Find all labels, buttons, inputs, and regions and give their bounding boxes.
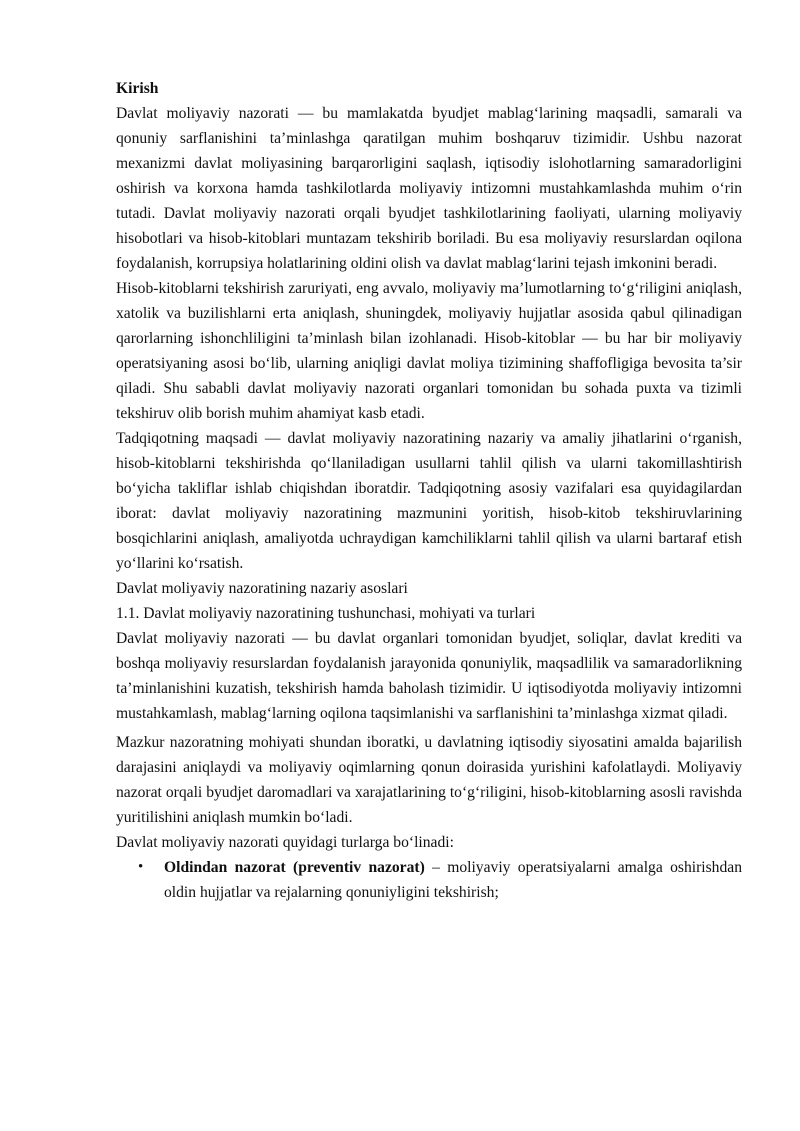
section-title: 1.1. Davlat moliyaviy nazoratining tushunchasi, mohiyati va turlari [116,605,536,622]
document-title: Kirish [116,80,159,97]
section-paragraph-2: Mazkur nazoratning mohiyati shundan iboratki, u davlatning iqtisodiy siyosatini amalda bajarilish darajasini aniqlaydi va moliyaviy oqimlarning qonun doirasida yurishini kafolatlaydi. Moliyaviy nazorat orqali byudjet daromadlari va xarajatlarining to‘g‘riligini, hisob-kitoblarning asosli ravishda yuritilishini aniqlash mumkin bo‘ladi. [116,734,742,826]
type-description: – moliyaviy operatsiyalarni amalga oshirishdan oldin hujjatlar va rejalarning qonuniyligini tekshirish; [164,859,742,901]
types-list [116,855,742,905]
type-term: Oldindan nazorat (preventiv nazorat) [164,859,425,876]
list-item [116,855,742,905]
intro-paragraph-1: Davlat moliyaviy nazorati — bu mamlakatda byudjet mablag‘larining maqsadli, samarali va qonuniy sarflanishini ta’minlashga qaratilgan muhim boshqaruv tizimidir. Ushbu nazorat mexanizmi davlat moliyasining barqarorligini saqlash, iqtisodiy islohotlarning samaradorligini oshirish va korxona hamda tashkilotlarda moliyaviy intizomni mustahkamlashda muhim o‘rin tutadi. Davlat moliyaviy nazorati orqali byudjet tashkilotlarining faoliyati, ularning moliyaviy hisobotlari va hisob-kitoblari muntazam tekshirib boriladi. Bu esa moliyaviy resurslardan oqilona foydalanish, korrupsiya holatlarining oldini olish va davlat mablag‘larini tejash imkonini beradi. [116,105,742,272]
document-page [116,76,742,905]
intro-paragraph-2: Hisob-kitoblarni tekshirish zaruriyati, eng avvalo, moliyaviy ma’lumotlarning to‘g‘riligini aniqlash, xatolik va buzilishlarni erta aniqlash, shuningdek, moliyaviy hujjatlar asosida qabul qilinadigan qarorlarning ishonchliligini ta’minlash bilan izohlanadi. Hisob-kitoblar — bu har bir moliyaviy operatsiyaning asosi bo‘lib, ularning aniqligi davlat moliya tizimining shaffofligiga bevosita ta’sir qiladi. Shu sababli davlat moliyaviy nazorati organlari tomonidan bu sohada puxta va tizimli tekshiruv olib borish muhim ahamiyat kasb etadi. [116,280,742,422]
intro-paragraph-3: Tadqiqotning maqsadi — davlat moliyaviy nazoratining nazariy va amaliy jihatlarini o‘rganish, hisob-kitoblarni tekshirishda qo‘llaniladigan usullarni tahlil qilish va ularni takomillashtirish bo‘yicha takliflar ishlab chiqishdan iboratdir. Tadqiqotning asosiy vazifalari esa quyidagilardan iborat: davlat moliyaviy nazoratining mazmunini yoritish, hisob-kitob tekshiruvlarining bosqichlarini aniqlash, amaliyotda uchraydigan kamchiliklarni tahlil qilish va ularni bartaraf etish yo‘llarini ko‘rsatish. [116,430,742,572]
section-paragraph-1: Davlat moliyaviy nazorati — bu davlat organlari tomonidan byudjet, soliqlar, davlat krediti va boshqa moliyaviy resurslardan foydalanish jarayonida qonuniylik, maqsadlilik va samaradorlikning ta’minlanishini kuzatish, tekshirish hamda baholash tizimidir. U iqtisodiyotda moliyaviy intizomni mustahkamlash, mablag‘larning oqilona taqsimlanishi va sarflanishini ta’minlashga xizmat qiladi. [116,630,742,722]
types-intro: Davlat moliyaviy nazorati quyidagi turlarga bo‘linadi: [116,834,454,851]
bullet-icon: • [138,859,144,875]
chapter-title: Davlat moliyaviy nazoratining nazariy asoslari [116,580,408,597]
